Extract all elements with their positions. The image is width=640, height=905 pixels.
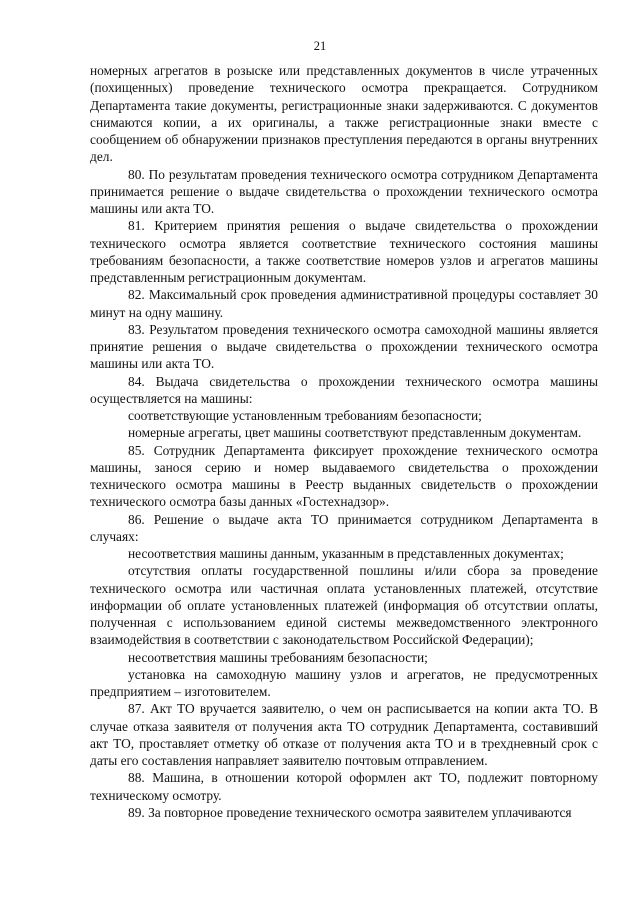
paragraph-item-83: 83. Результатом проведения технического осмотра самоходной машины является принятие решения о выдаче свидетельства о прохождении технического осмотра машины или акта ТО. xyxy=(90,321,598,372)
paragraph-item-84: 84. Выдача свидетельства о прохождении технического осмотра машины осуществляется на машины: xyxy=(90,373,598,406)
paragraph-subitem: соответствующие установленным требованиям безопасности; xyxy=(128,408,482,423)
paragraph-item-86: 86. Решение о выдаче акта ТО принимается сотрудником Департамента в случаях: xyxy=(90,511,598,544)
paragraph-item-87: 87. Акт ТО вручается заявителю, о чем он расписывается на копии акта ТО. В случае отказа заявителя от получения акта ТО сотрудник Департамента, составивший акт ТО, проставляет отметку об отказе от получения акта ТО и в трехдневный срок с даты его составления направляет заявителю почтовым отправлением. xyxy=(90,701,598,768)
paragraph-subitem: установка на самоходную машину узлов и агрегатов, не предусмотренных предприятием – изготовителем. xyxy=(90,666,598,699)
page-number: 21 xyxy=(313,39,327,53)
paragraph-item-80: 80. По результатам проведения технического осмотра сотрудником Департамента принимается решение о выдаче свидетельства о прохождении технического осмотра машины или акта ТО. xyxy=(90,166,598,216)
paragraph-continuation: номерных агрегатов в розыске или представленных документов в числе утраченных (похищенных) проведение технического осмотра прекращается. Сотрудником Департамента такие документы, регистрационные знаки задерживаются. С документов снимаются копии, а их оригиналы, а также регистрационные знаки вместе с сообщением об обнаружении признаков преступления передаются в органы внутренних дел. xyxy=(90,63,598,165)
paragraph-subitem: несоответствия машины данным, указанным в представленных документах; xyxy=(128,546,564,561)
paragraph-item-89: 89. За повторное проведение технического осмотра заявителем уплачиваются xyxy=(128,804,572,820)
paragraph-item-85: 85. Сотрудник Департамента фиксирует прохождение технического осмотра машины, занося серию и номер выдаваемого свидетельства о прохождении технического осмотра машины в Реестр выданных свидетельств о прохождении технического осмотра базы данных «Гостехнадзор». xyxy=(90,442,598,510)
paragraph-subitem: отсутствия оплаты государственной пошлины и/или сбора за проведение технического осмотра или частичная оплата установленных платежей, отсутствие информации об оплате установленных платежей (информация об отсутствии оплаты, полученная с использованием единой системы межведомственного электронного взаимодействия в соответствии с законодательством Российской Федерации); xyxy=(90,563,598,648)
paragraph-item-88: 88. Машина, в отношении которой оформлен акт ТО, подлежит повторному техническому осмотру. xyxy=(90,770,598,803)
paragraph-item-82: 82. Максимальный срок проведения административной процедуры составляет 30 минут на одну машину. xyxy=(90,287,598,320)
document-body xyxy=(90,62,598,821)
paragraph-subitem: номерные агрегаты, цвет машины соответствуют представленным документам. xyxy=(128,425,582,441)
paragraph-subitem: несоответствия машины требованиям безопасности; xyxy=(128,649,428,665)
paragraph-item-81: 81. Критерием принятия решения о выдаче свидетельства о прохождении технического осмотра является соответствие технического состояния машины требованиям безопасности, а также соответствие номеров узлов и агрегатов машины представленным регистрационным документам. xyxy=(90,218,598,285)
